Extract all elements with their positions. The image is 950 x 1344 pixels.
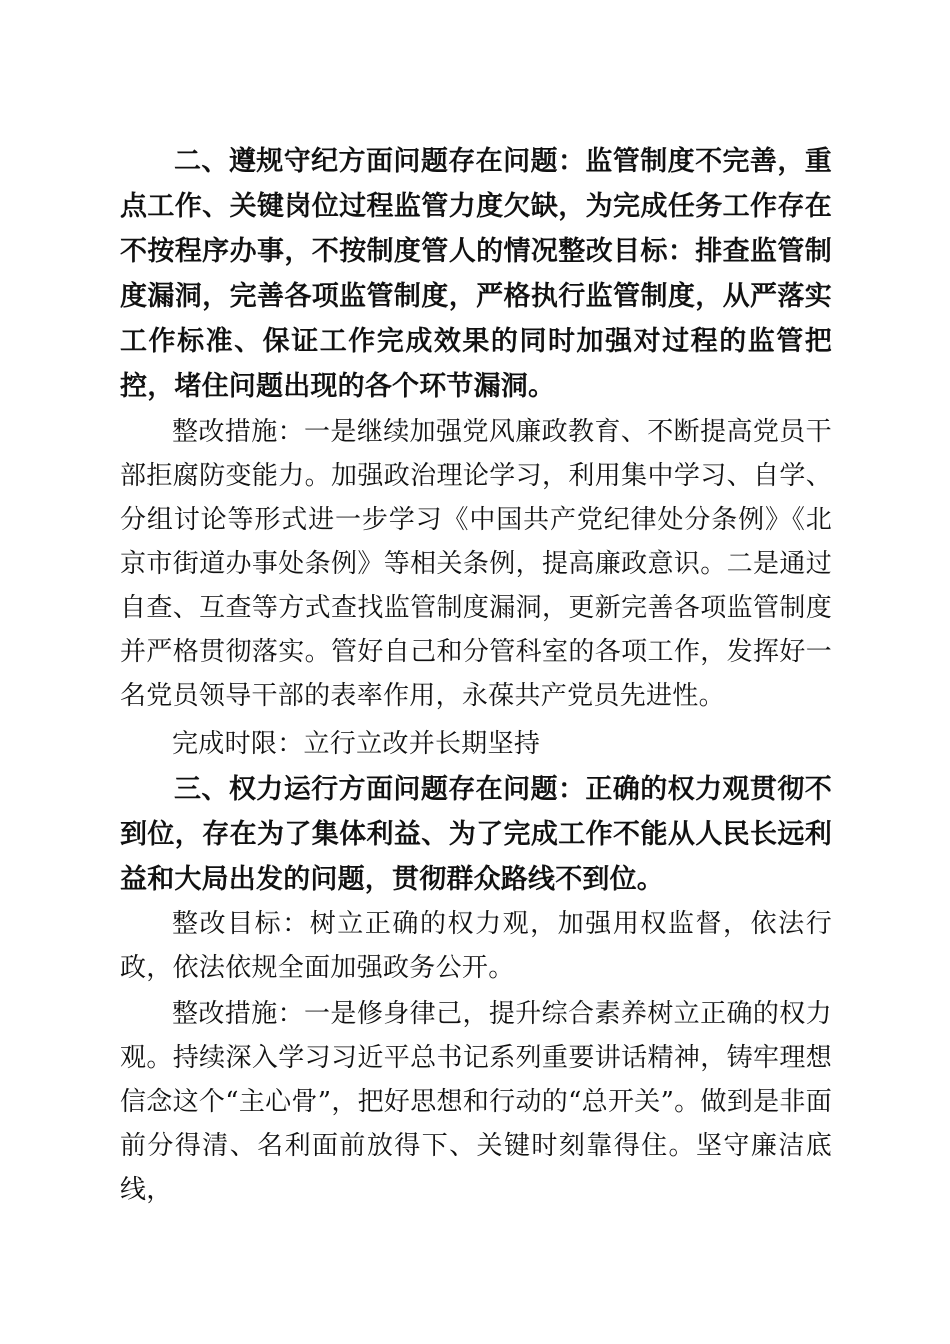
section-two-measures-paragraph: 整改措施：一是继续加强党风廉政教育、不断提高党员干部拒腐防变能力。加强政治理论学习，利用集中学习、自学、分组讨论等形式进一步学习《中国共产党纪律处分条例》《北京市街道办事处条例》等相关条例，提高廉政意识。二是通过自查、互查等方式查找监管制度漏洞，更新完善各项监管制度并严格贯彻落实。管好自己和分管科室的各项工作，发挥好一名党员领导干部的表率作用，永葆共产党员先进性。: [120, 417, 832, 711]
section-three-target-paragraph: 整改目标：树立正确的权力观，加强用权监督，依法行政，依法依规全面加强政务公开。: [120, 909, 832, 983]
section-three-paragraph: 三、权力运行方面问题存在问题：正确的权力观贯彻不到位，存在为了集体利益、为了完成工作不能从人民长远利益和大局出发的问题，贯彻群众路线不到位。: [120, 774, 832, 895]
section-three-measures-paragraph: 整改措施：一是修身律己，提升综合素养树立正确的权力观。持续深入学习习近平总书记系列重要讲话精神，铸牢理想信念这个“主心骨”，把好思想和行动的“总开关”。做到是非面前分得清、名利面前放得下、关键时刻靠得住。坚守廉洁底线，: [120, 999, 832, 1205]
section-two-deadline-paragraph: 完成时限：立行立改并长期坚持: [172, 729, 541, 759]
section-two-paragraph: 二、遵规守纪方面问题存在问题：监管制度不完善，重点工作、关键岗位过程监管力度欠缺，为完成任务工作存在不按程序办事，不按制度管人的情况整改目标：排查监管制度漏洞，完善各项监管制度，严格执行监管制度，从严落实工作标准、保证工作完成效果的同时加强对过程的监管把控，堵住问题出现的各个环节漏洞。: [120, 146, 832, 402]
